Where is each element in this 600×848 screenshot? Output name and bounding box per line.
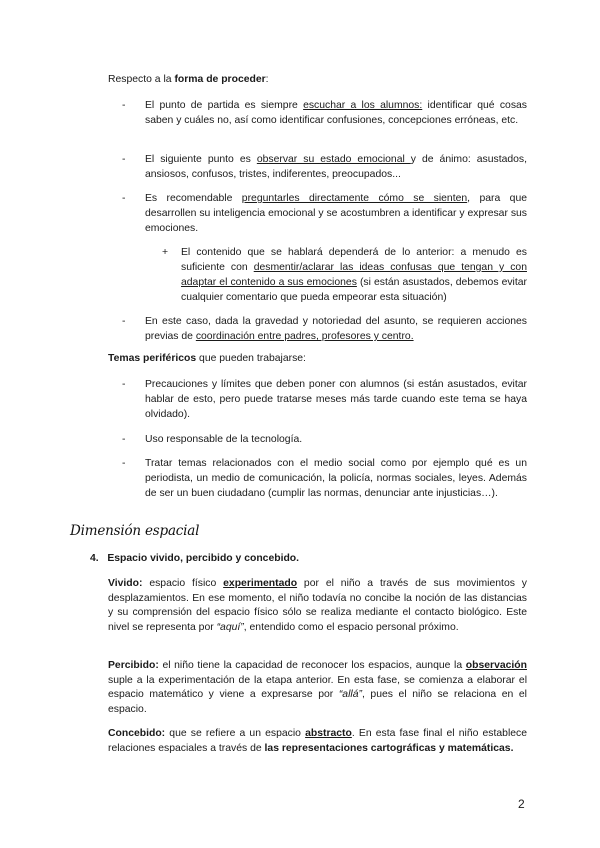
paragraph-concebido [108, 727, 527, 756]
intro-pre: Respecto a la [108, 74, 175, 85]
intro-line [108, 73, 528, 87]
bullet-text: y de ánimo: asustados, ansiosos, confusos, tristes, indiferentes, preocupados... [145, 154, 527, 180]
numbered-heading [90, 552, 299, 566]
temas-line [108, 352, 528, 366]
bullet-tecnologia [122, 432, 527, 447]
bullet-coordinacion [122, 314, 527, 344]
bullet-observar [122, 152, 527, 182]
subbullet-contenido [162, 245, 527, 305]
section-heading: Dimensión espacial [70, 523, 200, 539]
bullet-text: Es recomendable [145, 193, 242, 204]
bullet-text: Tratar temas relacionados con el medio social como por ejemplo qué es un periodista, un medio de comunicación, la policía, normas sociales, leyes. Además de ser un buen ciudadano (cumplir las normas, denunciar ante injusticias…). [145, 458, 527, 499]
key-term: experimentado [223, 578, 298, 589]
para-text: que se refiere a un espacio [165, 728, 306, 739]
para-text: el niño tiene la capacidad de reconocer los espacios, aunque la [158, 660, 466, 671]
bullet-marker: - [122, 458, 126, 469]
underlined-phrase: desmentir/aclarar las ideas confusas que tengan y con adaptar el contenido a sus emociones [181, 262, 527, 288]
bullet-marker: - [122, 154, 126, 165]
bullet-precauciones [122, 377, 527, 422]
subbullet-marker: + [162, 247, 169, 258]
underlined-phrase: preguntarles directamente cómo se sienten [241, 193, 468, 204]
bullet-text: Precauciones y límites que deben poner con alumnos (si están asustados, evitar hablar de esto, pero puede tratarse meses más tarde cuando este tema se haya olvidado). [145, 379, 527, 420]
bullet-escuchar [122, 98, 527, 128]
para-text: . En esta fase final el niño establece relaciones espaciales a través de [108, 728, 528, 754]
quoted-term: “aquí” [216, 621, 244, 633]
bullet-preguntar [122, 191, 527, 236]
bullet-marker: - [122, 316, 126, 327]
quoted-term: “allá” [338, 689, 362, 700]
heading-title: Espacio vivido, percibido y concebido. [107, 553, 300, 564]
underlined-phrase: coordinación entre padres, profesores y centro. [195, 331, 414, 342]
bullet-text: El siguiente punto es [145, 154, 257, 165]
bullet-text: En este caso, dada la gravedad y notoriedad del asunto, se requieren acciones previas de [145, 316, 527, 342]
temas-bold: Temas periféricos [108, 353, 197, 364]
paragraph-vivido [108, 577, 527, 635]
para-text: suple a la experimentación de la etapa anterior. En esta fase, se comienza a elaborar el espacio matemático y viene a expresarse por [108, 674, 527, 700]
bullet-marker: - [122, 100, 126, 111]
para-text: espacio físico [142, 578, 224, 589]
para-text: , entendido como el espacio personal próximo. [243, 621, 459, 633]
para-text: por el niño a través de sus movimientos y desplazamientos. En ese momento, el niño todavía no concibe la noción de las distancias y su comprensión del espacio físico sólo se realiza mediante el contacto biológico. Este nivel se representa por [108, 578, 527, 633]
page-number: 2 [518, 797, 525, 811]
term-label: Percibido: [108, 660, 159, 671]
term-label: Concebido: [108, 728, 166, 739]
bullet-marker: - [122, 434, 126, 445]
underlined-phrase: observar su estado emocional [256, 154, 411, 165]
temas-post: que pueden trabajarse: [196, 353, 306, 364]
bullet-medio-social [122, 456, 527, 501]
bullet-text: Uso responsable de la tecnología. [145, 434, 303, 445]
term-label: Vivido: [108, 578, 143, 589]
bullet-text: El punto de partida es siempre [145, 100, 304, 111]
paragraph-percibido [108, 659, 527, 717]
key-term: abstracto [305, 728, 352, 739]
key-term: observación [465, 660, 527, 671]
heading-number: 4. [90, 553, 99, 564]
bullet-text: , para que desarrollen su inteligencia emocional y se acostumbren a identificar y expresar sus emociones. [145, 193, 527, 234]
bullet-marker: - [122, 379, 126, 390]
subbullet-text: El contenido que se hablará dependerá de lo anterior: a menudo es suficiente con [181, 247, 527, 273]
intro-post: : [265, 74, 269, 85]
bold-phrase: las representaciones cartográficas y matemáticas. [264, 742, 514, 754]
para-text: , pues el niño se relaciona en el espacio. [108, 689, 527, 715]
underlined-phrase: escuchar a los alumnos: [303, 100, 423, 111]
bullet-marker: - [122, 193, 126, 204]
intro-bold: forma de proceder [174, 74, 266, 85]
subbullet-text: (si están asustados, debemos evitar cualquier comentario que pueda empeorar esta situación) [181, 277, 527, 303]
bullet-text: identificar qué cosas saben y cuáles no, así como identificar confusiones, concepciones erróneas, etc. [145, 100, 527, 126]
